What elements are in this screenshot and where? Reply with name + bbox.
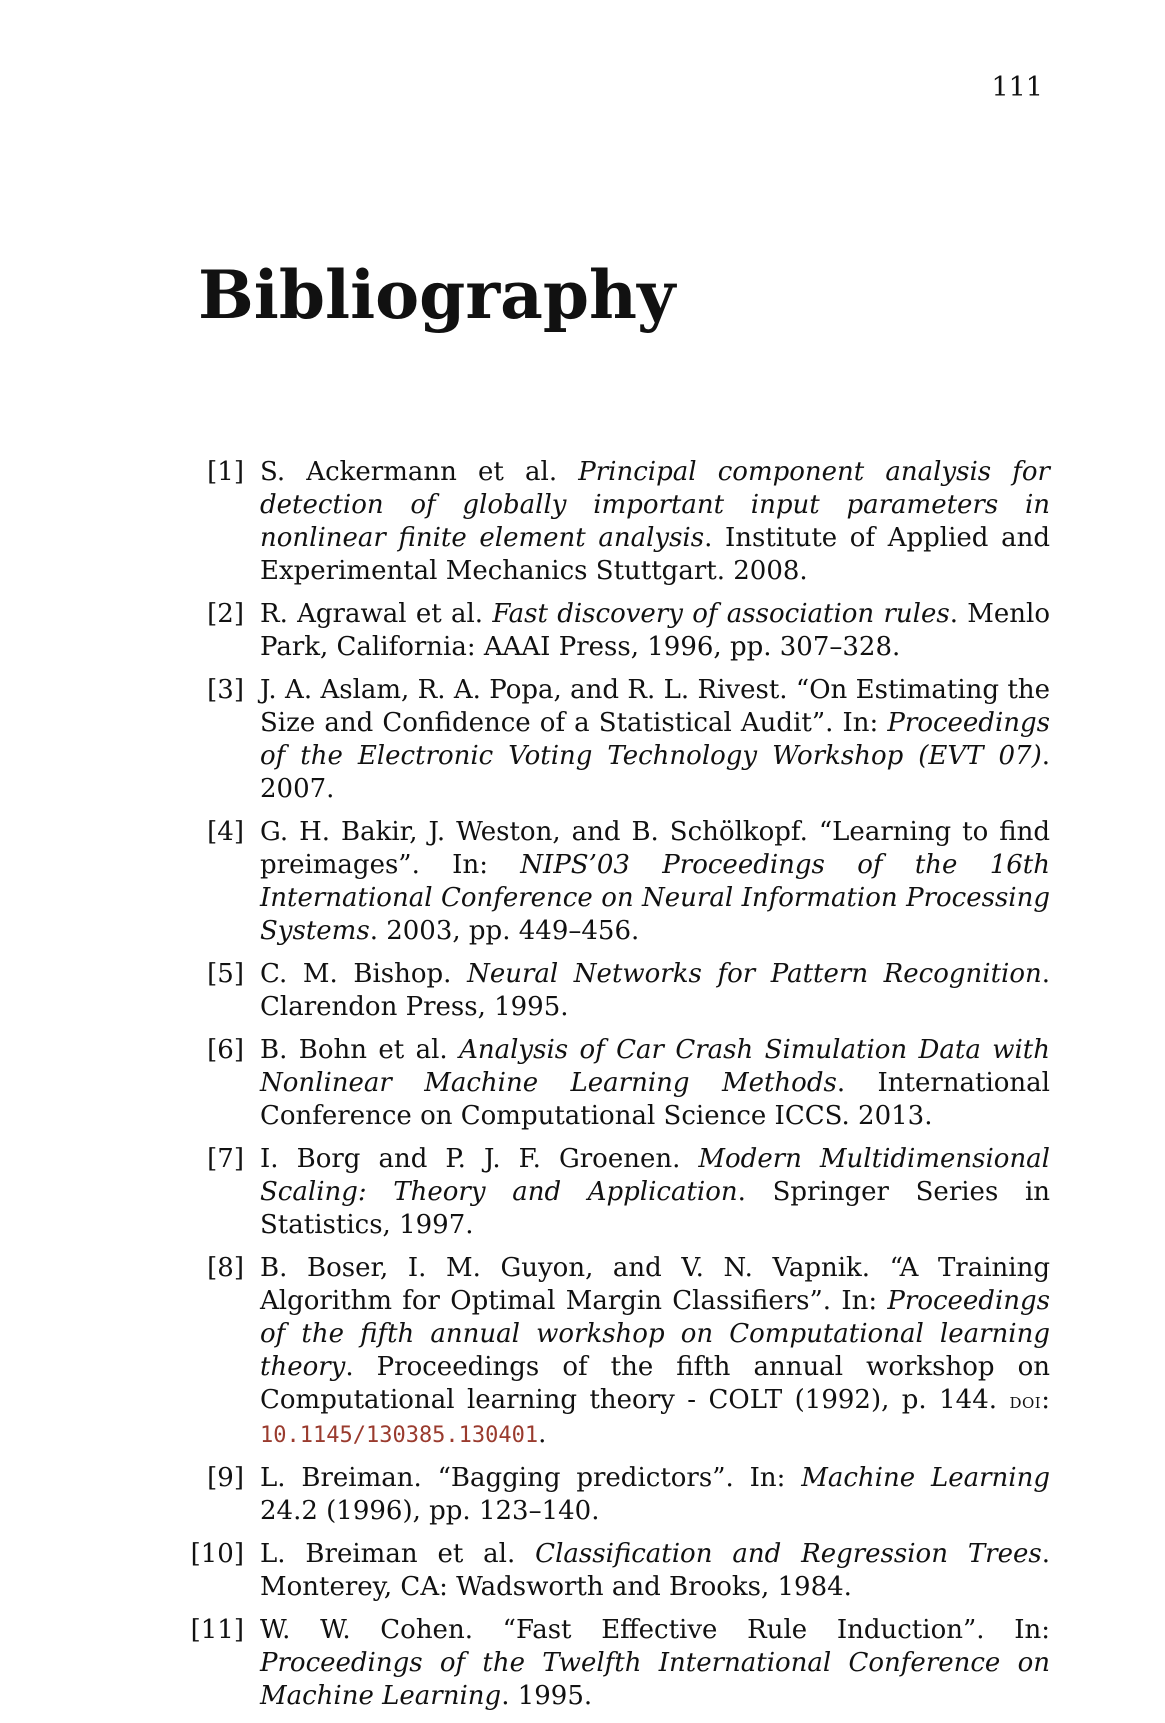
reference-segment: . Clarendon Press, 1995.	[260, 959, 1050, 1022]
reference-entry	[190, 1252, 1050, 1452]
chapter-title: Bibliography	[198, 256, 676, 334]
reference-segment: I. Borg and P. J. F. Groenen.	[260, 1144, 699, 1174]
reference-text	[260, 1538, 1050, 1604]
reference-label: [3]	[207, 675, 244, 705]
reference-title: Neural Networks for Pattern Recognition	[467, 959, 1042, 989]
reference-label: [10]	[190, 1539, 244, 1569]
reference-text	[260, 816, 1050, 948]
reference-entry	[190, 1614, 1050, 1713]
reference-entry	[190, 816, 1050, 948]
reference-label: [2]	[207, 599, 244, 629]
reference-title: Machine Learning	[801, 1463, 1050, 1493]
reference-segment: . Institute of Applied and Experimental Mechanics Stuttgart. 2008.	[260, 523, 1050, 586]
reference-segment: W. W. Cohen. “Fast Effective Rule Induction”. In:	[260, 1615, 1050, 1645]
reference-title: Classification and Regression Trees	[535, 1539, 1042, 1569]
reference-label: [5]	[207, 959, 244, 989]
reference-segment: . 2003, pp. 449–456.	[369, 916, 640, 946]
reference-segment: C. M. Bishop.	[260, 959, 468, 989]
reference-segment: B. Bohn et al.	[260, 1035, 460, 1065]
reference-entry	[190, 1538, 1050, 1604]
reference-text	[260, 674, 1050, 806]
reference-segment: . Menlo Park, California: AAAI Press, 1996, pp. 307–328.	[260, 599, 1050, 662]
page-number: 111	[991, 72, 1043, 103]
reference-text	[260, 456, 1050, 588]
reference-segment: R. Agrawal et al.	[260, 599, 493, 629]
reference-entry	[190, 1143, 1050, 1242]
reference-segment: . International Conference on Computational Science ICCS. 2013.	[260, 1068, 1050, 1131]
reference-title: Principal component analysis for detection of globally important input parameters in nonlinear finite element analysis	[260, 457, 1050, 553]
reference-entry	[190, 674, 1050, 806]
reference-text	[260, 1614, 1050, 1713]
reference-title: NIPS’03 Proceedings of the 16th International Conference on Neural Information Processing Systems	[260, 850, 1051, 946]
reference-title: Analysis of Car Crash Simulation Data with Nonlinear Machine Learning Methods	[260, 1035, 1050, 1098]
reference-text	[260, 958, 1050, 1024]
reference-title: Proceedings of the Electronic Voting Technology Workshop (EVT 07)	[260, 708, 1050, 771]
reference-entry	[190, 1462, 1050, 1528]
reference-segment: G. H. Bakir, J. Weston, and B. Schölkopf. “Learning to find preimages”. In:	[260, 817, 1050, 880]
reference-text	[260, 1462, 1050, 1528]
reference-segment: . Monterey, CA: Wadsworth and Brooks, 1984.	[260, 1539, 1050, 1602]
reference-segment: S. Ackermann et al.	[260, 457, 579, 487]
reference-segment: L. Breiman. “Bagging predictors”. In:	[260, 1463, 802, 1493]
reference-list	[190, 456, 1050, 1723]
reference-text	[260, 1143, 1050, 1242]
doi-link[interactable]: 10.1145/130385.130401	[260, 1423, 539, 1448]
reference-label: [6]	[207, 1035, 244, 1065]
reference-segment: B. Boser, I. M. Guyon, and V. N. Vapnik. “A Training Algorithm for Optimal Margin Classifiers”. In:	[260, 1253, 1050, 1316]
reference-entry	[190, 598, 1050, 664]
reference-segment: :	[1041, 1385, 1050, 1415]
reference-entry	[190, 456, 1050, 588]
reference-title: Proceedings of the Twelfth International Conference on Machine Learning	[260, 1648, 1050, 1711]
reference-label: [11]	[190, 1615, 244, 1645]
reference-label: [8]	[207, 1253, 244, 1283]
reference-text	[260, 598, 1050, 664]
reference-segment: . Proceedings of the fifth annual workshop on Computational learning theory - COLT (1992), p. 144.	[260, 1352, 1050, 1415]
reference-label: [9]	[207, 1463, 244, 1493]
reference-label: [7]	[207, 1144, 244, 1174]
reference-entry	[190, 1034, 1050, 1133]
reference-entry	[190, 958, 1050, 1024]
reference-segment: . 2007.	[260, 741, 1050, 804]
reference-segment: J. A. Aslam, R. A. Popa, and R. L. Rivest. “On Estimating the Size and Confidence of a Statistical Audit”. In:	[260, 675, 1050, 738]
reference-title: Fast discovery of association rules	[492, 599, 950, 629]
reference-segment: .	[538, 1419, 547, 1449]
reference-segment: . 1995.	[501, 1681, 593, 1711]
reference-label: [1]	[207, 457, 244, 487]
reference-title: Modern Multidimensional Scaling: Theory and Application	[260, 1144, 1050, 1207]
reference-text	[260, 1034, 1050, 1133]
reference-label: [4]	[207, 817, 244, 847]
reference-segment: 24.2 (1996), pp. 123–140.	[260, 1496, 600, 1526]
reference-text	[260, 1252, 1050, 1452]
doi-label: doi	[1009, 1389, 1042, 1414]
reference-title: Proceedings of the fifth annual workshop on Computational learning theory	[260, 1286, 1050, 1382]
reference-segment: L. Breiman et al.	[260, 1539, 536, 1569]
reference-segment: . Springer Series in Statistics, 1997.	[260, 1177, 1050, 1240]
